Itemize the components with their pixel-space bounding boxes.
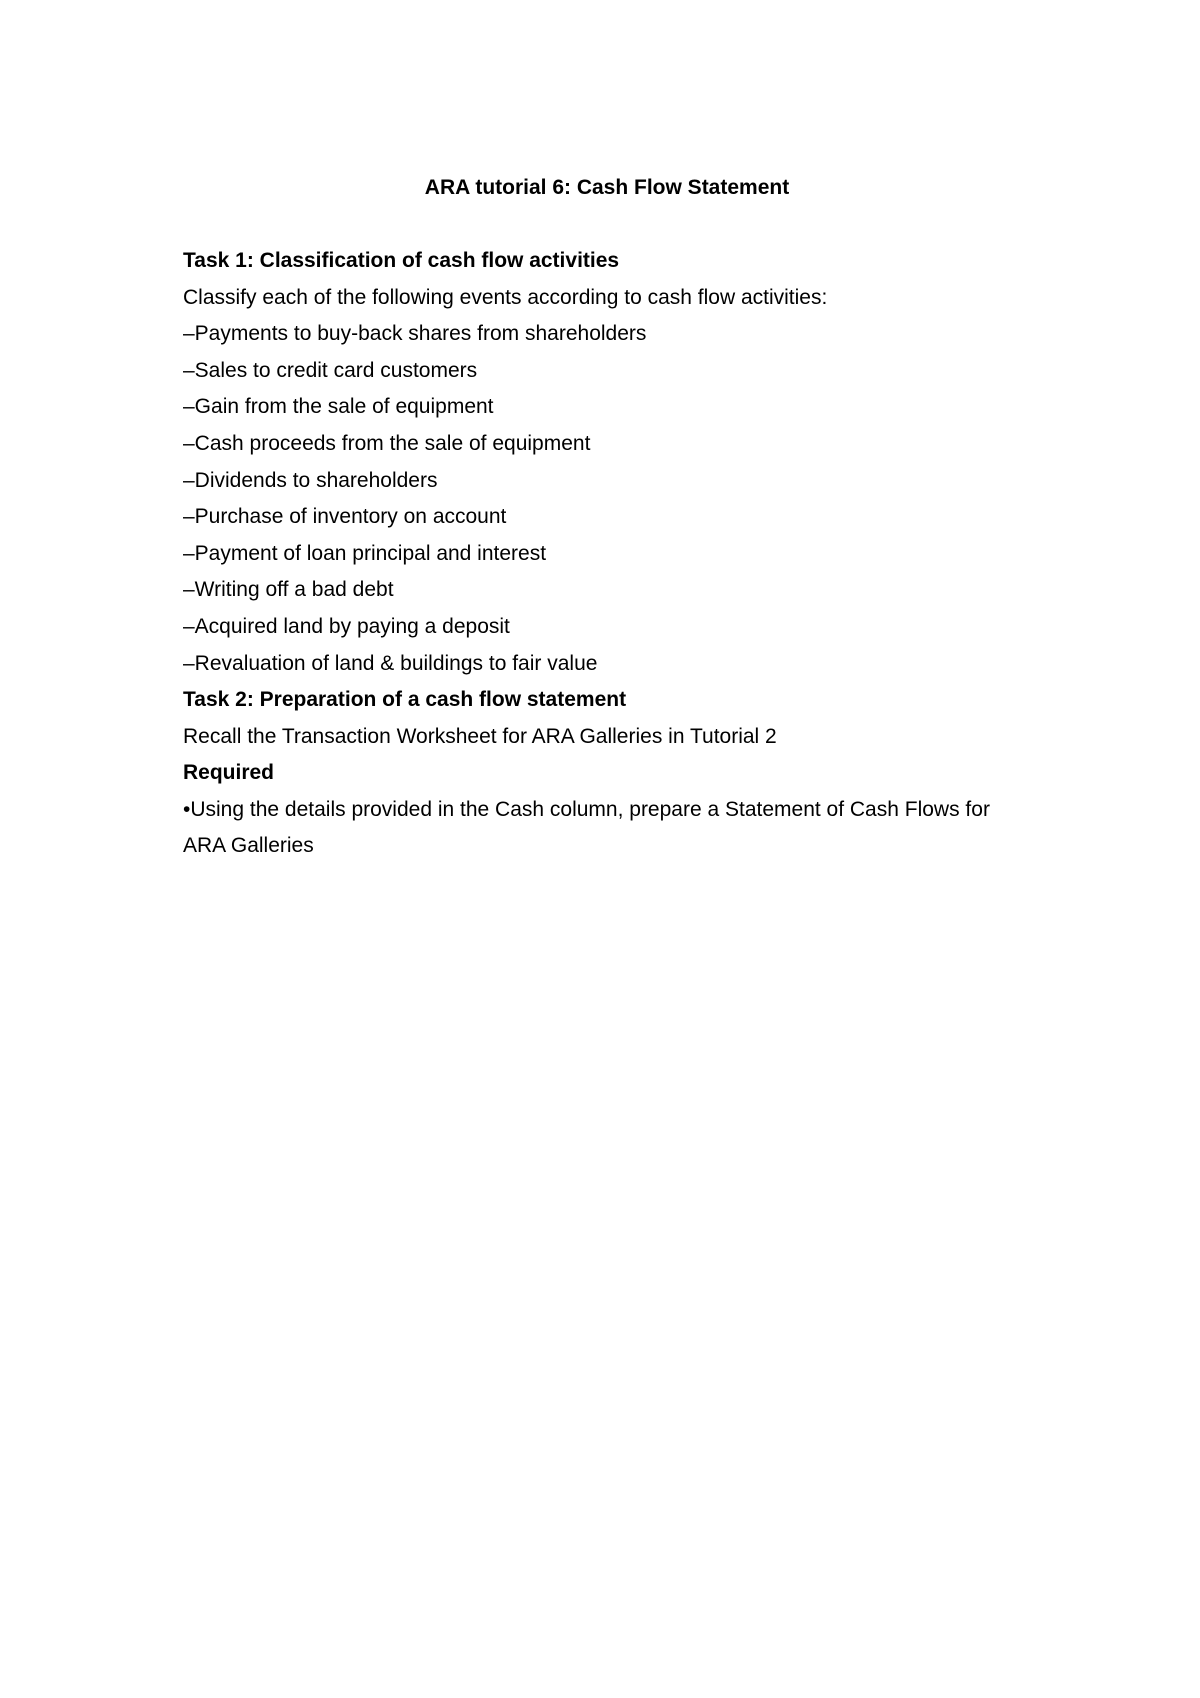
task-1-section bbox=[183, 243, 1043, 682]
task-1-item: –Acquired land by paying a deposit bbox=[183, 614, 510, 638]
task-1-item: –Purchase of inventory on account bbox=[183, 505, 507, 529]
required-label: Required bbox=[183, 761, 275, 785]
task-1-instruction: Classify each of the following events according to cash flow activities: bbox=[183, 285, 828, 309]
task-2-recall: Recall the Transaction Worksheet for ARA Galleries in Tutorial 2 bbox=[183, 724, 777, 748]
task-1-item: –Writing off a bad debt bbox=[183, 578, 394, 602]
task-1-item: –Revaluation of land & buildings to fair value bbox=[183, 651, 598, 675]
task-2-bullet: •Using the details provided in the Cash column, prepare a Statement of Cash Flows for ARA Galleries bbox=[183, 797, 990, 858]
task-1-item: –Cash proceeds from the sale of equipment bbox=[183, 431, 591, 455]
task-1-item: –Dividends to shareholders bbox=[183, 468, 438, 492]
task-1-item: –Gain from the sale of equipment bbox=[183, 395, 494, 419]
task-1-item: –Sales to credit card customers bbox=[183, 358, 478, 382]
task-2-heading: Task 2: Preparation of a cash flow statement bbox=[183, 688, 627, 711]
task-1-item: –Payment of loan principal and interest bbox=[183, 541, 547, 565]
task-2-section bbox=[183, 682, 1043, 865]
task-1-heading: Task 1: Classification of cash flow activities bbox=[183, 249, 620, 272]
task-1-item: –Payments to buy-back shares from shareholders bbox=[183, 322, 647, 346]
document-title: ARA tutorial 6: Cash Flow Statement bbox=[424, 176, 790, 199]
